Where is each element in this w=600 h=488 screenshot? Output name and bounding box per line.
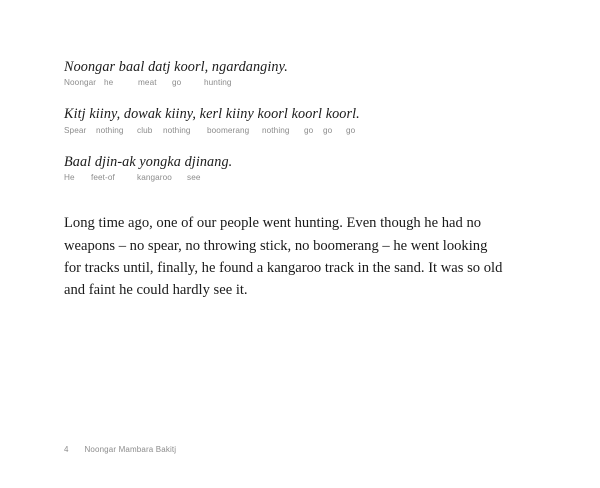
- gloss-block-3: [64, 153, 536, 182]
- gloss-word: kangaroo: [137, 173, 172, 183]
- gloss-source-line-2: Kitj kiiny, dowak kiiny, kerl kiiny koorl koorl koorl.: [64, 106, 360, 123]
- gloss-block-1: [64, 58, 536, 87]
- gloss-word: he: [104, 78, 114, 88]
- gloss-word: see: [187, 173, 201, 183]
- gloss-word: Spear: [64, 125, 87, 135]
- gloss-source-line-3: Baal djin-ak yongka djinang.: [64, 153, 233, 170]
- gloss-word: go: [323, 125, 333, 135]
- gloss-source-line-1: Noongar baal datj koorl, ngardanginy.: [64, 59, 288, 75]
- gloss-word: He: [64, 173, 75, 183]
- gloss-word: nothing: [262, 125, 290, 135]
- gloss-word-row-1: [64, 78, 536, 87]
- gloss-word: go: [172, 78, 182, 88]
- translation-paragraph: Long time ago, one of our people went hunting. Even though he had no weapons – no spear, no throwing stick, no boomerang – he went looking for tracks until, finally, he found a kangaroo track in the sand. It was so old and faint he could hardly see it.: [64, 215, 503, 298]
- gloss-word: go: [346, 125, 356, 135]
- page-number: 4: [64, 445, 69, 454]
- gloss-block-2: [64, 105, 536, 134]
- gloss-word-row-3: [64, 173, 536, 182]
- gloss-word-row-2: [64, 126, 536, 135]
- running-title: Noongar Mambara Bakitj: [84, 445, 177, 454]
- gloss-word: club: [137, 125, 153, 135]
- gloss-word: go: [304, 125, 314, 135]
- gloss-word: nothing: [163, 125, 191, 135]
- gloss-word: meat: [138, 78, 157, 88]
- gloss-word: boomerang: [207, 125, 250, 135]
- gloss-word: hunting: [204, 78, 232, 88]
- gloss-word: feet-of: [91, 173, 115, 183]
- gloss-word: Noongar: [64, 78, 97, 88]
- gloss-word: nothing: [96, 125, 124, 135]
- page-footer: [64, 445, 176, 454]
